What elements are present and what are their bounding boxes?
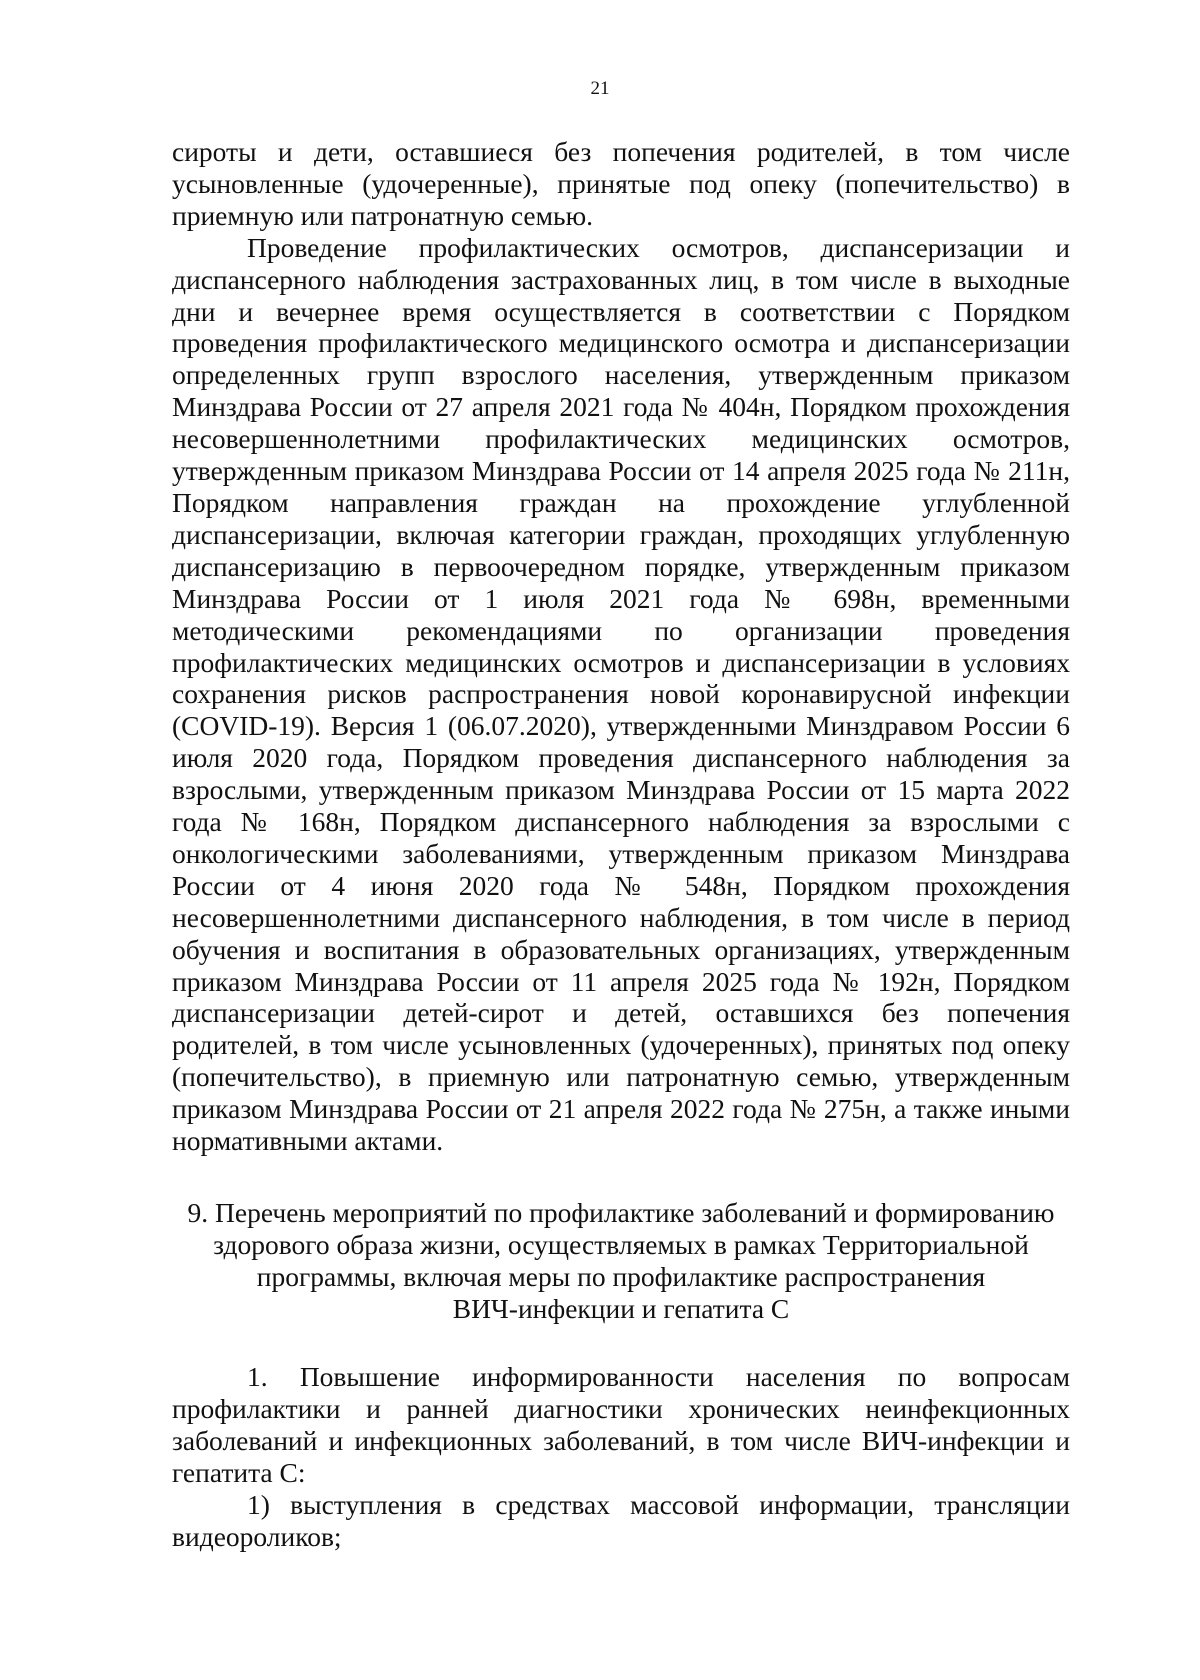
list-item-1: 1. Повышение информированности населения по вопросам профилактики и ранней диагностики хронических неинфекционных заболеваний и инфекционных заболеваний, в том числе ВИЧ-инфекции и гепатита С: [172, 1361, 1070, 1488]
section-heading-line-4: ВИЧ-инфекции и гепатита С [452, 1293, 790, 1324]
section-heading [172, 1197, 1070, 1325]
paragraph-preventive-examinations: Проведение профилактических осмотров, диспансеризации и диспансерного наблюдения застрахованных лиц, в том числе в выходные дни и вечернее время осуществляется в соответствии с Порядком проведения профилактического медицинского осмотра и диспансеризации определенных групп взрослого населения, утвержденным приказом Минздрава России от 27 апреля 2021 года № 404н, Порядком прохождения несовершеннолетними профилактических медицинских осмотров, утвержденным приказом Минздрава России от 14 апреля 2025 года № 211н, Порядком направления граждан на прохождение углубленной диспансеризации, включая категории граждан, проходящих углубленную диспансеризацию в первоочередном порядке, утвержденным приказом Минздрава России от 1 июля 2021 года № 698н, временными методическими рекомендациями по организации проведения профилактических медицинских осмотров и диспансеризации в условиях сохранения рисков распространения новой коронавирусной инфекции (COVID-19). Версия 1 (06.07.2020), утвержденными Минздравом России 6 июля 2020 года, Порядком проведения диспансерного наблюдения за взрослыми, утвержденным приказом Минздрава России от 15 марта 2022 года № 168н, Порядком диспансерного наблюдения за взрослыми с онкологическими заболеваниями, утвержденным приказом Минздрава России от 4 июня 2020 года № 548н, Порядком прохождения несовершеннолетними диспансерного наблюдения, в том числе в период обучения и воспитания в образовательных организациях, утвержденным приказом Минздрава России от 11 апреля 2025 года № 192н, Порядком диспансеризации детей-сирот и детей, оставшихся без попечения родителей, в том числе усыновленных (удочеренных), принятых под опеку (попечительство), в приемную или патронатную семью, утвержденным приказом Минздрава России от 21 апреля 2022 года № 275н, а также иными нормативными актами. [172, 231, 1070, 1157]
list-subitem-1: 1) выступления в средствах массовой информации, трансляции видеороликов; [172, 1488, 1070, 1552]
section-heading-line-1: 9. Перечень мероприятий по профилактике заболеваний и формированию [187, 1197, 1055, 1228]
page-number: 21 [590, 78, 610, 99]
paragraph-orphans-continuation: сироты и дети, оставшиеся без попечения родителей, в том числе усыновленные (удочеренные), принятые под опеку (попечительство) в приемную или патронатную семью. [172, 136, 1070, 231]
section-heading-line-3: программы, включая меры по профилактике распространения [256, 1261, 986, 1292]
section-heading-line-2: здорового образа жизни, осуществляемых в рамках Территориальной [213, 1229, 1029, 1260]
document-body [172, 136, 1070, 1552]
